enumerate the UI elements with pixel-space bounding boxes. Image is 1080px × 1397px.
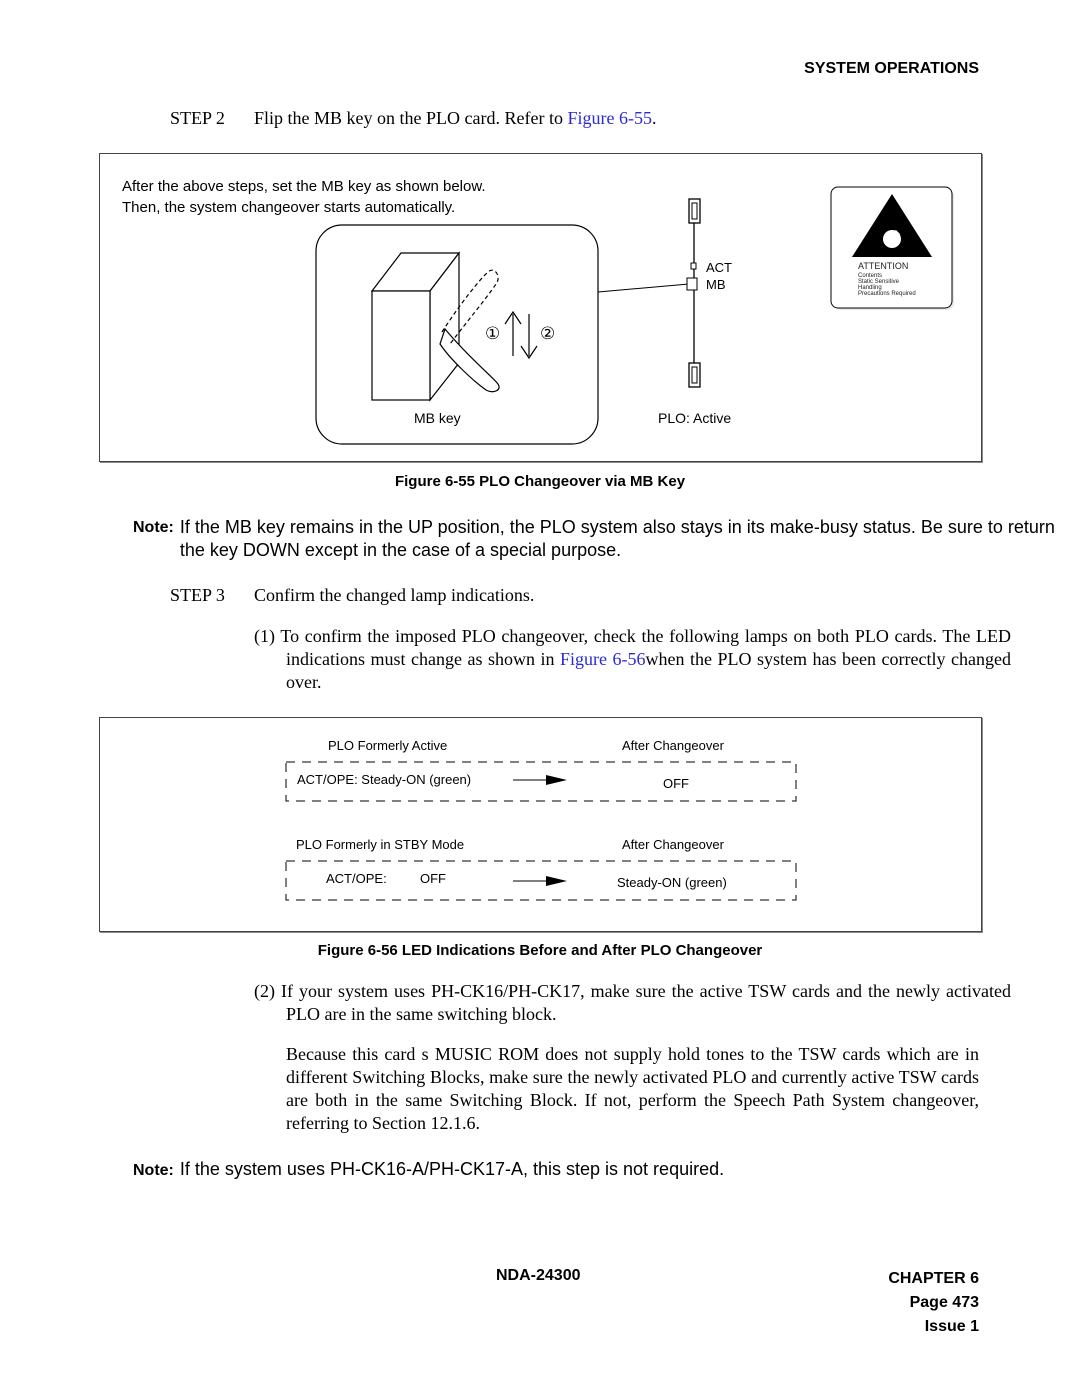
instruction-line-2: Then, the system changeover starts automatically. xyxy=(122,199,456,216)
doc-number: NDA-24300 xyxy=(496,1267,581,1284)
figure-6-56-link[interactable]: Figure 6-56 xyxy=(560,649,646,669)
arrow-num-1: ① xyxy=(485,324,501,343)
note-2 xyxy=(133,1158,1073,1182)
row2-left-b: OFF xyxy=(420,871,446,886)
item-1-text-b: when the PLO system has been correctly changed over. xyxy=(286,649,1011,692)
item-2-paragraph: Because this card s MUSIC ROM does not supply hold tones to the TSW cards which are in different Switching Blocks, make sure the newly activated PLO and currently active TSW cards are both in the same Switching Block. If not, perform the Speech Path System changeover, referring to Section 12.1.6. xyxy=(286,1044,979,1133)
issue-label: Issue 1 xyxy=(924,1318,979,1335)
attention-line-3: Handling xyxy=(858,285,882,291)
row2-heading-right: After Changeover xyxy=(622,837,724,852)
section-header: SYSTEM OPERATIONS xyxy=(804,60,979,77)
attention-text xyxy=(858,273,916,297)
step-2-label: STEP 2 xyxy=(170,108,225,128)
step-3-text: Confirm the changed lamp indications. xyxy=(254,585,535,605)
mb-key-diagram xyxy=(100,154,981,461)
attention-line-2: Static Sensitive xyxy=(858,279,900,285)
note-1-label: Note: xyxy=(133,519,174,536)
footer-right xyxy=(888,1267,979,1339)
page-label: Page 473 xyxy=(909,1294,979,1311)
item-1-text-a: (1) To confirm the imposed PLO changeover, check the following lamps on both PLO cards. The LED indications must change as shown in xyxy=(254,626,1011,669)
leader-line xyxy=(598,284,689,292)
row2-right: Steady-ON (green) xyxy=(617,875,727,890)
mb-label: MB xyxy=(706,277,726,292)
note-1 xyxy=(133,516,1073,562)
act-label: ACT xyxy=(706,260,732,275)
row1-heading-left: PLO Formerly Active xyxy=(328,738,448,753)
row2-arrow-head xyxy=(546,876,567,886)
row1-right: OFF xyxy=(663,776,689,791)
key-block-front xyxy=(372,291,430,400)
note-2-text: If the system uses PH-CK16-A/PH-CK17-A, this step is not required. xyxy=(179,1159,725,1179)
chapter-label: CHAPTER 6 xyxy=(888,1270,979,1287)
item-2: (2) If your system uses PH-CK16/PH-CK17, make sure the active TSW cards and the newly activated PLO are in the same switching block. xyxy=(254,981,1011,1024)
figure-6-55-caption: Figure 6-55 PLO Changeover via MB Key xyxy=(394,473,686,490)
row1-dashed-box xyxy=(286,762,796,801)
row2-left-a: ACT/OPE: xyxy=(326,871,387,886)
figure-6-56-box xyxy=(99,717,982,932)
attention-title: ATTENTION xyxy=(858,261,909,271)
row2-heading-left: PLO Formerly in STBY Mode xyxy=(296,837,465,852)
attention-line-1: Contents xyxy=(858,273,883,279)
arrow-num-2: ② xyxy=(540,324,556,343)
step-3 xyxy=(170,585,534,606)
mb-key-label: MB key xyxy=(414,410,461,426)
led-diagram xyxy=(100,718,981,931)
step-2-end: . xyxy=(651,108,657,128)
item-1 xyxy=(254,625,1011,694)
row1-left: ACT/OPE: Steady-ON (green) xyxy=(297,772,472,787)
step-2-text: Flip the MB key on the PLO card. Refer to xyxy=(254,108,568,128)
figure-6-56-caption: Figure 6-56 LED Indications Before and After PLO Changeover xyxy=(317,942,763,959)
row1-arrow-head xyxy=(546,775,567,785)
step-3-label: STEP 3 xyxy=(170,585,225,605)
row1-heading-right: After Changeover xyxy=(622,738,724,753)
note-2-label: Note: xyxy=(133,1162,174,1179)
instruction-line-1: After the above steps, set the MB key as shown below. xyxy=(122,178,486,195)
plo-active-label: PLO: Active xyxy=(658,410,732,426)
attention-line-4: Precautions Required xyxy=(858,291,916,297)
step-2 xyxy=(170,108,656,129)
figure-6-55-box xyxy=(99,153,982,462)
note-1-text: If the MB key remains in the UP position, the PLO system also stays in its make-busy status. Be sure to return the key DOWN except in the case of a special purpose. xyxy=(179,517,1055,560)
figure-6-55-link[interactable]: Figure 6-55 xyxy=(567,108,652,128)
led-labels xyxy=(690,259,732,293)
